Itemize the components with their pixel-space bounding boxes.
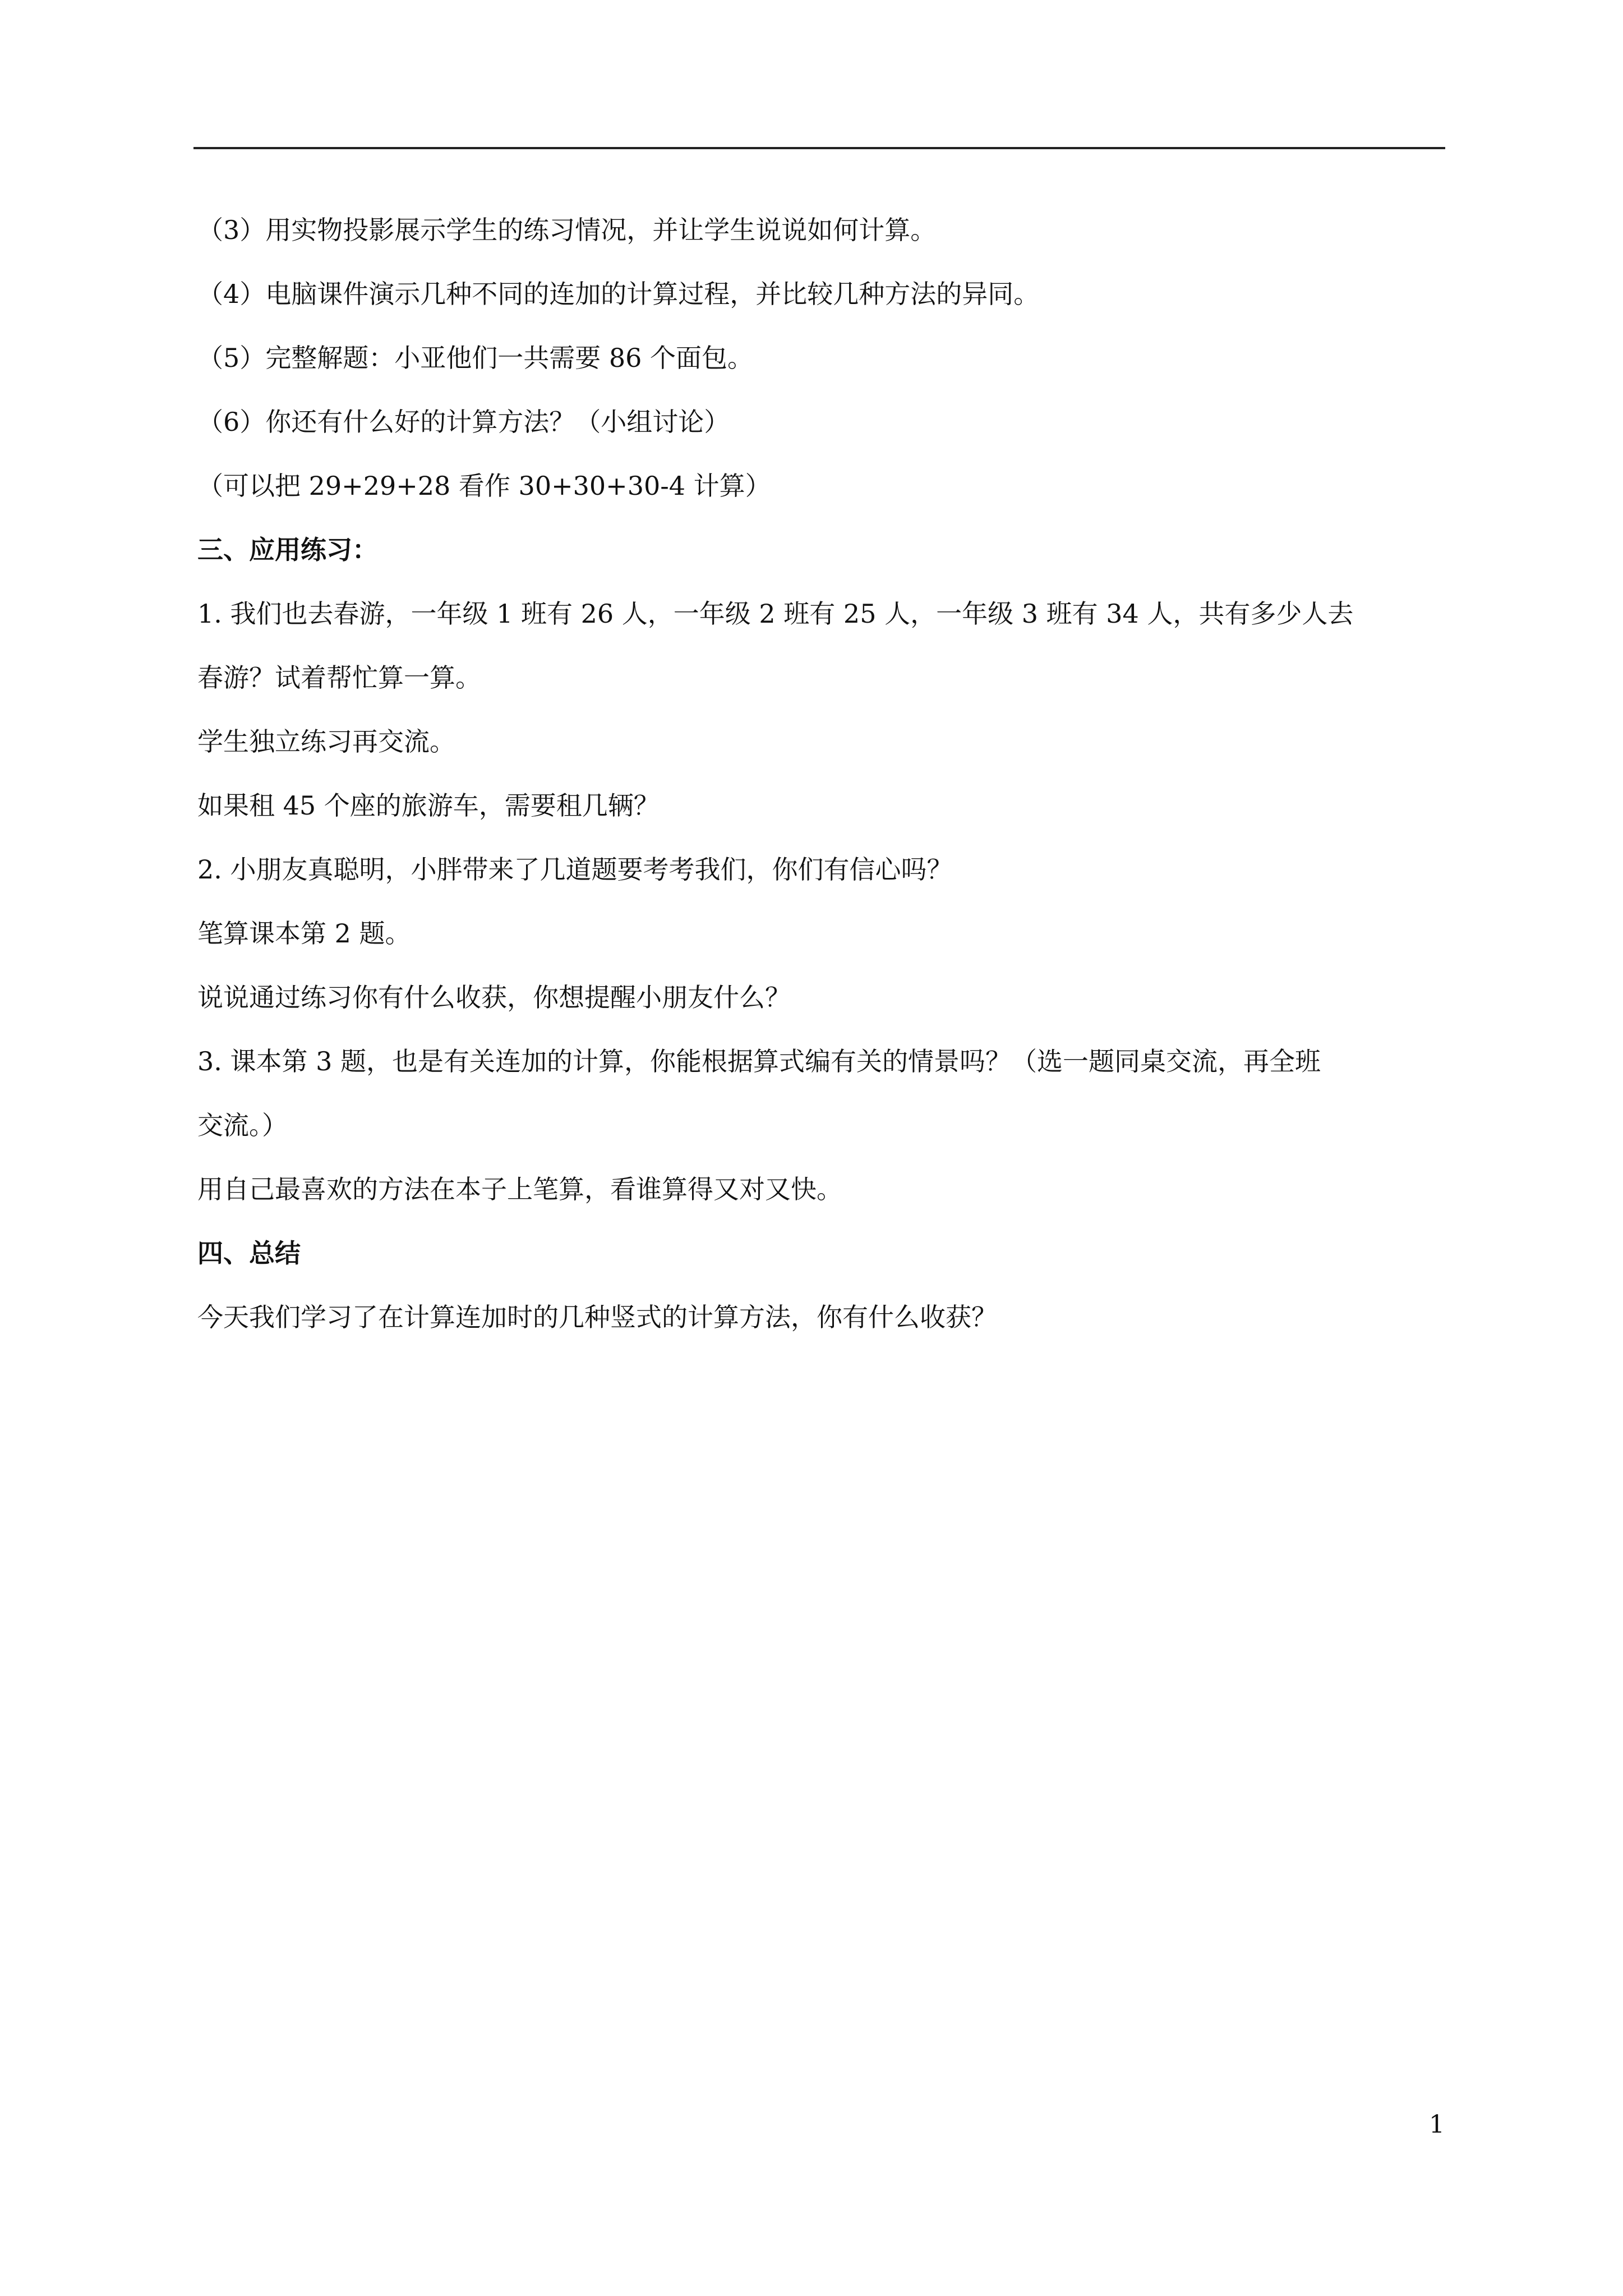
paragraph-item-3: （3）用实物投影展示学生的练习情况，并让学生说说如何计算。 xyxy=(197,215,937,245)
section-heading-summary: 四、总结 xyxy=(197,1238,301,1268)
paragraph-q3-line1: 3. 课本第 3 题，也是有关连加的计算，你能根据算式编有关的情景吗？（选一题同桌交流，再全班 xyxy=(197,1046,1321,1076)
paragraph-q3-line2: 交流。） xyxy=(197,1110,288,1140)
paragraph-q2: 2. 小朋友真聪明，小胖带来了几道题要考考我们，你们有信心吗？ xyxy=(197,854,953,885)
paragraph-item-6: （6）你还有什么好的计算方法？（小组讨论） xyxy=(197,407,730,437)
paragraph-independent-practice: 学生独立练习再交流。 xyxy=(197,726,455,757)
paragraph-item-5: （5）完整解题：小亚他们一共需要 86 个面包。 xyxy=(197,343,754,373)
paragraph-q1-line1: 1. 我们也去春游，一年级 1 班有 26 人，一年级 2 班有 25 人，一年级 3 班有 34 人，共有多少人去 xyxy=(197,599,1354,629)
paragraph-reflection: 说说通过练习你有什么收获，你想提醒小朋友什么？ xyxy=(197,982,791,1013)
paragraph-written-calc: 用自己最喜欢的方法在本子上笔算，看谁算得又对又快。 xyxy=(197,1174,842,1204)
paragraph-note: （可以把 29+29+28 看作 30+30+30-4 计算） xyxy=(197,471,771,501)
paragraph-bus-question: 如果租 45 个座的旅游车，需要租几辆？ xyxy=(197,790,660,821)
paragraph-summary: 今天我们学习了在计算连加时的几种竖式的计算方法，你有什么收获？ xyxy=(197,1302,997,1332)
header-rule xyxy=(193,147,1445,149)
paragraph-textbook-q2: 笔算课本第 2 题。 xyxy=(197,918,411,949)
paragraph-item-4: （4）电脑课件演示几种不同的连加的计算过程，并比较几种方法的异同。 xyxy=(197,279,1040,309)
paragraph-q1-line2: 春游？试着帮忙算一算。 xyxy=(197,662,481,693)
page-number: 1 xyxy=(1429,2110,1445,2139)
section-heading-practice: 三、应用练习： xyxy=(197,535,378,565)
